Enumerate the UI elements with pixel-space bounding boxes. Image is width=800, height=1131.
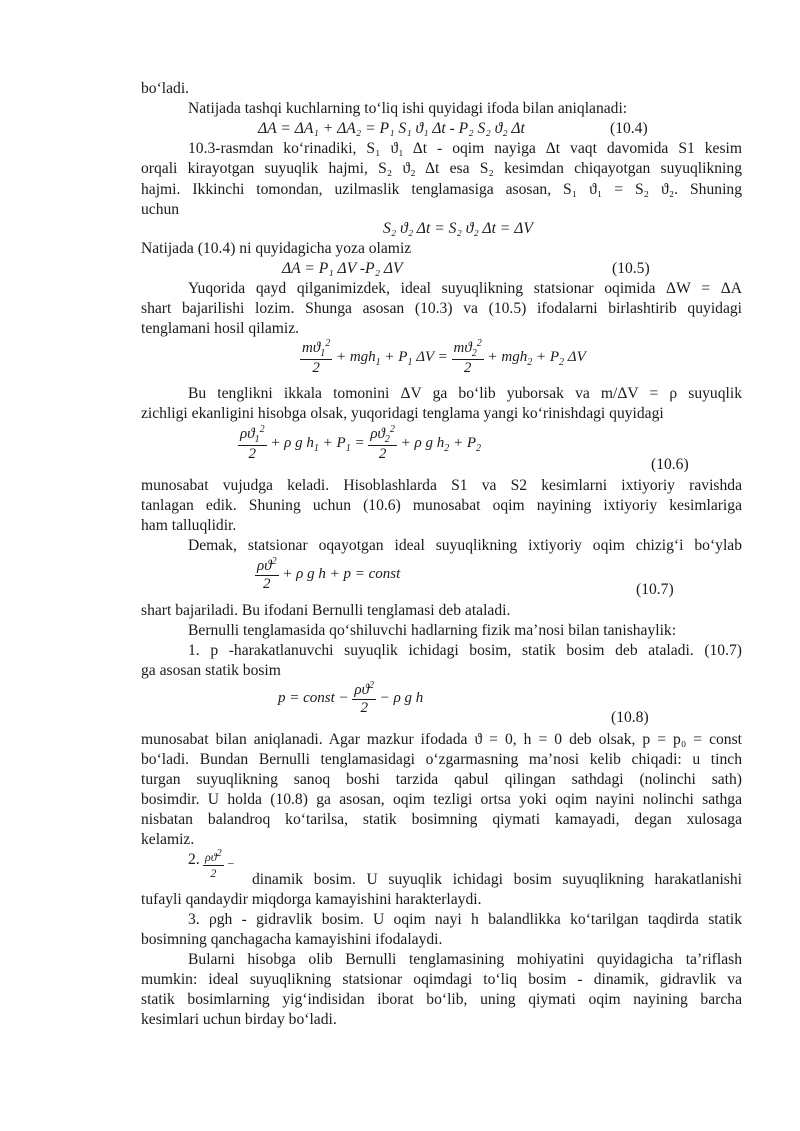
text-line: ham talluqlidir.	[141, 517, 237, 534]
text-line: bosimdir. U holda (10.8) ga asosan, oqim tezligi ortsa yoki oqim nayini nolinchi sathga	[141, 791, 742, 808]
text-line: 3. ρgh - gidravlik bosim. U oqim nayi h balandlikka ko‘tarilgan taqdirda statik	[188, 911, 742, 928]
text-line: tanlagan edik. Shuning uchun (10.6) munosabat oqim nayining ixtiyoriy kesimlariga	[141, 497, 742, 514]
equation-number: (10.4)	[610, 120, 648, 137]
text-line: Bu tenglikni ikkala tomonini ΔV ga bo‘lib yuborsak va m/ΔV = ρ suyuqlik	[188, 385, 742, 402]
text-line: mumkin: ideal suyuqlikning statsionar oqimdagi to‘liq bosim - dinamik, gidravlik va	[141, 971, 742, 988]
text-line: munosabat vujudga keladi. Hisoblashlarda S1 va S2 kesimlarni ixtiyoriy ravishda	[141, 477, 742, 494]
text-line: Natijada tashqi kuchlarning to‘liq ishi quyidagi ifoda bilan aniqlanadi:	[188, 100, 628, 117]
equation-number: (10.5)	[612, 260, 650, 277]
text-line: Bernulli tenglamasida qo‘shiluvchi hadlarning fizik ma’nosi bilan tanishaylik:	[188, 622, 677, 639]
text-line: ga asosan statik bosim	[141, 662, 281, 679]
equation-number: (10.7)	[636, 581, 674, 598]
text-line: Bularni hisobga olib Bernulli tenglamasining mohiyatini quyidagicha ta’riflash	[188, 951, 742, 968]
equation-number: (10.6)	[651, 456, 689, 473]
text-line: bo‘ladi.	[141, 80, 190, 97]
text-line: Demak, statsionar oqayotgan ideal suyuqlikning ixtiyoriy oqim chizig‘i bo‘ylab	[188, 537, 742, 554]
text-line: kelamiz.	[141, 831, 195, 848]
text-line: shart bajarilishi lozim. Shunga asosan (10.3) va (10.5) ifodalarni birlashtirib quyidagi	[141, 300, 742, 317]
text-line: munosabat bilan aniqlanadi. Agar mazkur ifodada ϑ = 0, h = 0 deb olsak, p = p₀ = const	[141, 731, 742, 748]
text-line: statik bosimlarning yig‘indisidan iborat bo‘lib, uning qiymati oqim nayining barcha	[141, 991, 742, 1008]
text-line: kesimlari uchun birday bo‘ladi.	[141, 1011, 337, 1028]
text-line: uchun	[141, 201, 180, 218]
text-line: tenglamani hosil qilamiz.	[141, 320, 300, 337]
equation-10-6: $\frac{\rho ϑ_1^2}{2}$ + ρ g $h_1 + P_1$ = $\frac{\rho ϑ_2^2}{2}$ + ρ g $h_2 + P_2$	[240, 424, 481, 462]
equation-10-4: ΔA = ΔA₁ + ΔA₂ = P₁ S₁ ϑ₁ Δt - P₂ S₂ ϑ₂ Δt	[258, 120, 525, 137]
equation-10-5: ΔA = P₁ ΔV -P₂ ΔV	[282, 260, 403, 277]
text-line: dinamik bosim. U suyuqlik ichidagi bosim suyuqlikning harakatlanishi	[252, 871, 742, 888]
text-line: orqali kirayotgan suyuqlik hajmi, S₂ ϑ₂ Δt esa S₂ kesimdan chiqayotgan suyuqlikning	[141, 160, 742, 177]
inline-fraction: $\frac{\rho ϑ^2}{2}$ −	[205, 848, 235, 880]
equation-flow: S₂ ϑ₂ Δt = S₂ ϑ₂ Δt = ΔV	[383, 220, 533, 237]
equation-number: (10.8)	[611, 709, 649, 726]
text-line: bosimning qanchagacha kamayishini ifodalaydi.	[141, 931, 443, 948]
text-line: 10.3-rasmdan ko‘rinadiki, S₁ ϑ₁ Δt - oqim nayiga Δt vaqt davomida S1 kesim	[188, 140, 742, 157]
text-line: 1. p -harakatlanuvchi suyuqlik ichidagi bosim, statik bosim deb ataladi. (10.7)	[188, 642, 742, 659]
text-line: bo‘ladi. Bundan Bernulli tenglamasidagi o‘zgarmasning ma’nosi kelib chiqadi: u tinch	[141, 751, 742, 768]
equation-energy: $\frac{mϑ_1^2}{2}$ + $mgh_1 + P_1$ ΔV = $\frac{mϑ_2^2}{2}$ + $mgh_2 + P_2$ ΔV	[302, 338, 586, 376]
text-line: tufayli qandaydir miqdorga kamayishini harakterlaydi.	[141, 891, 482, 908]
equation-10-7: $\frac{\rho ϑ^2}{2}$ + ρ g h + p = const	[257, 556, 401, 592]
text-line: turgan suyuqlikning sanoq boshi tarzida qabul qilingan sathdagi (nolinchi sath)	[141, 771, 742, 788]
text-line: nisbatan balandroq ko‘tarilsa, statik bosimning qiymati kamayadi, degan xulosaga	[141, 811, 742, 828]
text-line: shart bajariladi. Bu ifodani Bernulli tenglamasi deb ataladi.	[141, 602, 511, 619]
text-line: hajmi. Ikkinchi tomondan, uzilmaslik tenglamasiga asosan, S₁ ϑ₁ = S₂ ϑ₂. Shuning	[141, 181, 742, 198]
text-line: Natijada (10.4) ni quyidagicha yoza olamiz	[141, 240, 412, 257]
text-line: Yuqorida qayd qilganimizdek, ideal suyuqlikning statsionar oqimida ΔW = ΔA	[188, 280, 742, 297]
equation-10-8: p = const − $\frac{\rho ϑ^2}{2}$ − ρ g h	[278, 680, 424, 716]
item-number: 2.	[188, 851, 200, 868]
text-line: zichligi ekanligini hisobga olsak, yuqoridagi tenglama yangi ko‘rinishdagi quyidagi	[141, 405, 664, 422]
